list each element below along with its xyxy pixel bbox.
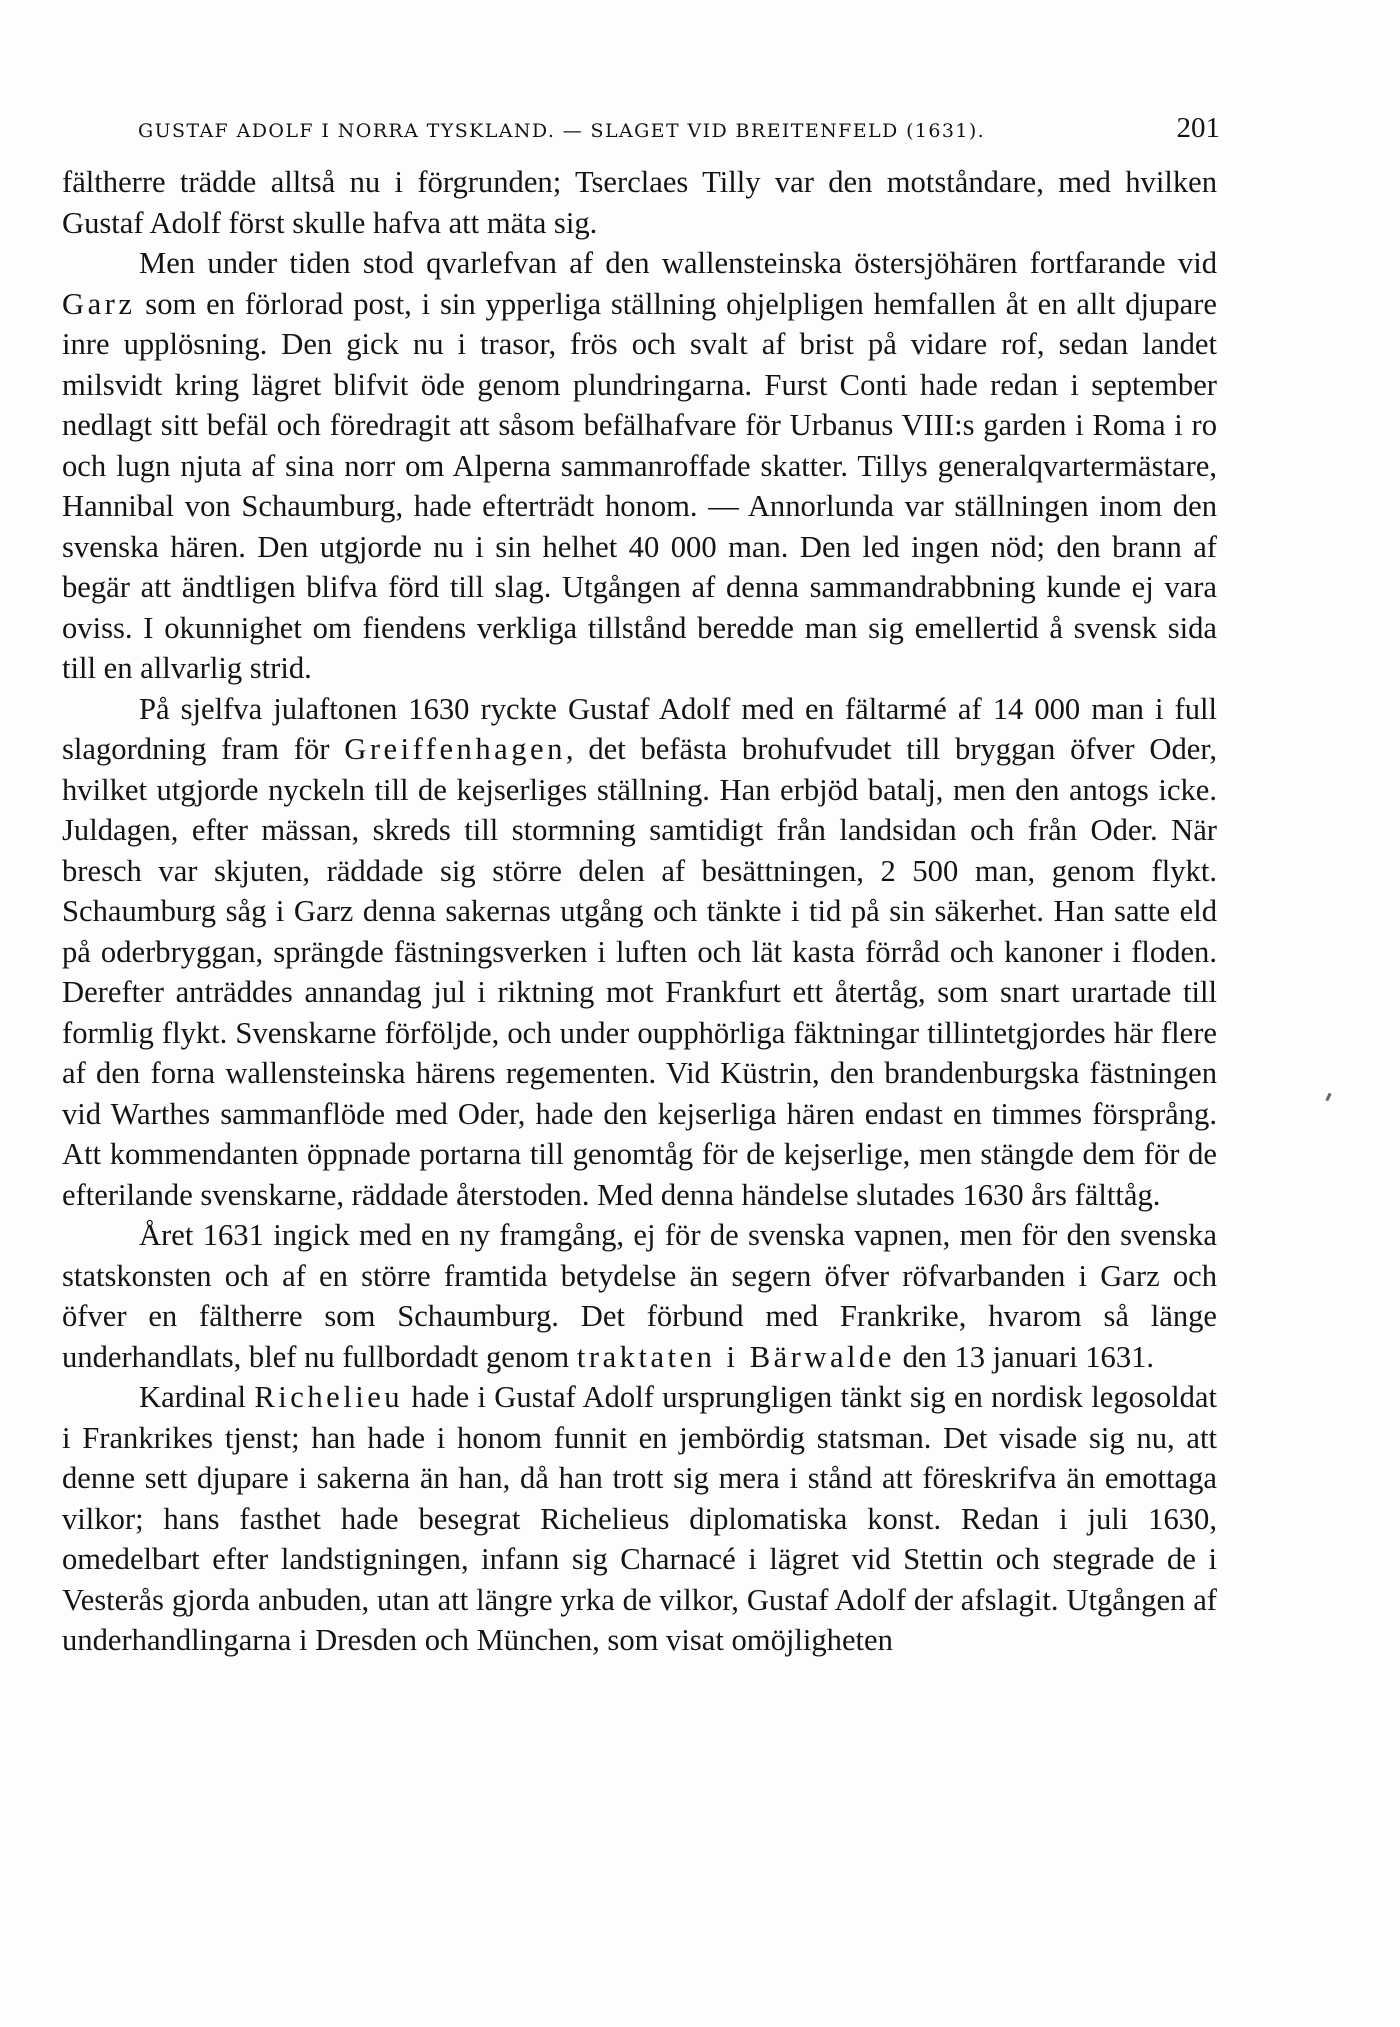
text-segment: den 13 januari 1631. [894,1339,1155,1374]
paragraph [62,243,1217,689]
body-text [62,162,1217,1661]
running-title: GUSTAF ADOLF I NORRA TYSKLAND. — SLAGET VID BREITENFELD (1631). [138,120,986,142]
text-segment: Kardinal [139,1380,255,1414]
page-number: 201 [1176,112,1220,144]
spaced-name: Garz [62,286,136,321]
paragraph [62,1377,1217,1661]
paragraph [62,689,1217,1216]
spaced-name: Richelieu [254,1380,404,1414]
paragraph [62,162,1217,243]
text-segment: fältherre trädde alltså nu i förgrunden; Tserclaes Tilly var den motståndare, med hvilken Gustaf Adolf först skulle hafva att mäta sig. [62,165,1217,240]
stray-mark [1325,1093,1331,1102]
spaced-name: Greiffenhagen [344,732,566,766]
text-segment: som en förlorad post, i sin ypperliga ställning ohjelpligen hemfallen åt en allt djupare inre upplösning. Den gick nu i trasor, frös och svalt af brist på vidare rof, sedan landet milsvidt kring lägret blifvit öde genom plundringarna. Furst Conti hade redan i september nedlagt sitt befäl och föredragit att såsom befälhafvare för Urbanus VIII:s garden i Roma i ro och lugn njuta af sina norr om Alperna sammanroffade skatter. Tillys generalqvartermästare, Hannibal von Schaumburg, hade efterträdt honom. — Annorlunda var ställningen inom den svenska hären. Den utgjorde nu i sin helhet 40 000 man. Den led ingen nöd; den brann af begär att ändtligen blifva förd till slag. Utgången af denna sammandrabbning kunde ej vara oviss. I okunnighet om fiendens verkliga tillstånd beredde man sig emellertid å svensk sida till en allvarlig strid. [62,286,1217,685]
text-segment: , det befästa brohufvudet till bryggan öfver Oder, hvilket utgjorde nyckeln till de kejserliges ställning. Han erbjöd batalj, men den antogs icke. Juldagen, efter mässan, skreds till stormning samtidigt från landsidan och från Oder. När bresch var skjuten, räddade sig större delen af besättningen, 2 500 man, genom flykt. Schaumburg såg i Garz denna sakernas utgång och tänkte i tid på sin säkerhet. Han satte eld på oderbryggan, sprängde fästningsverken i luften och lät kasta förråd och kanoner i floden. Derefter anträddes annandag jul i riktning mot Frankfurt ett återtåg, som snart urartade till formlig flykt. Svenskarne förföljde, och under oupphörliga fäktningar tillintetgjordes här flere af den forna wallensteinska härens regementen. Vid Küstrin, den brandenburgska fästningen vid Warthes sammanflöde med Oder, hade den kejserliga hären endast en timmes försprång. Att kommendanten öppnade portarna till genomtåg för de kejserlige, men stängde dem för de efterilande svenskarne, räddade återstoden. Med denna händelse slutades 1630 års fälttåg. [62,732,1217,1212]
text-segment: På sjelfva julaftonen 1630 ryckte Gustaf Adolf med en fältarmé af 14 000 man i full slagordning fram för [62,691,1217,766]
text-segment: Året 1631 ingick med en ny framgång, ej för de svenska vapnen, men för den svenska statskonsten och af en större framtida betydelse än segern öfver röfvarbanden i Garz och öfver en fältherre som Schaumburg. Det förbund med Frankrike, hvarom så länge underhandlats, blef nu fullbordadt genom [62,1218,1217,1374]
spaced-name: traktaten i Bärwalde [576,1339,895,1374]
text-segment: Men under tiden stod qvarlefvan af den wallensteinska östersjöhären fortfarande vid [139,246,1217,280]
paragraph [62,1215,1217,1377]
text-segment: hade i Gustaf Adolf ursprungligen tänkt sig en nordisk legosoldat i Frankrikes tjenst; han hade i honom funnit en jembördig statsman. Det visade sig nu, att denne sett djupare i sakerna än han, då han trott sig mera i stånd att föreskrifva än emottaga vilkor; hans fasthet hade besegrat Richelieus diplomatiska konst. Redan i juli 1630, omedelbart efter landstigningen, infann sig Charnacé i lägret vid Stettin och stegrade de i Vesterås gjorda anbuden, utan att längre yrka de vilkor, Gustaf Adolf der afslagit. Utgången af underhandlingarna i Dresden och München, som visat omöjligheten [62,1380,1217,1657]
running-head [138,112,1220,152]
